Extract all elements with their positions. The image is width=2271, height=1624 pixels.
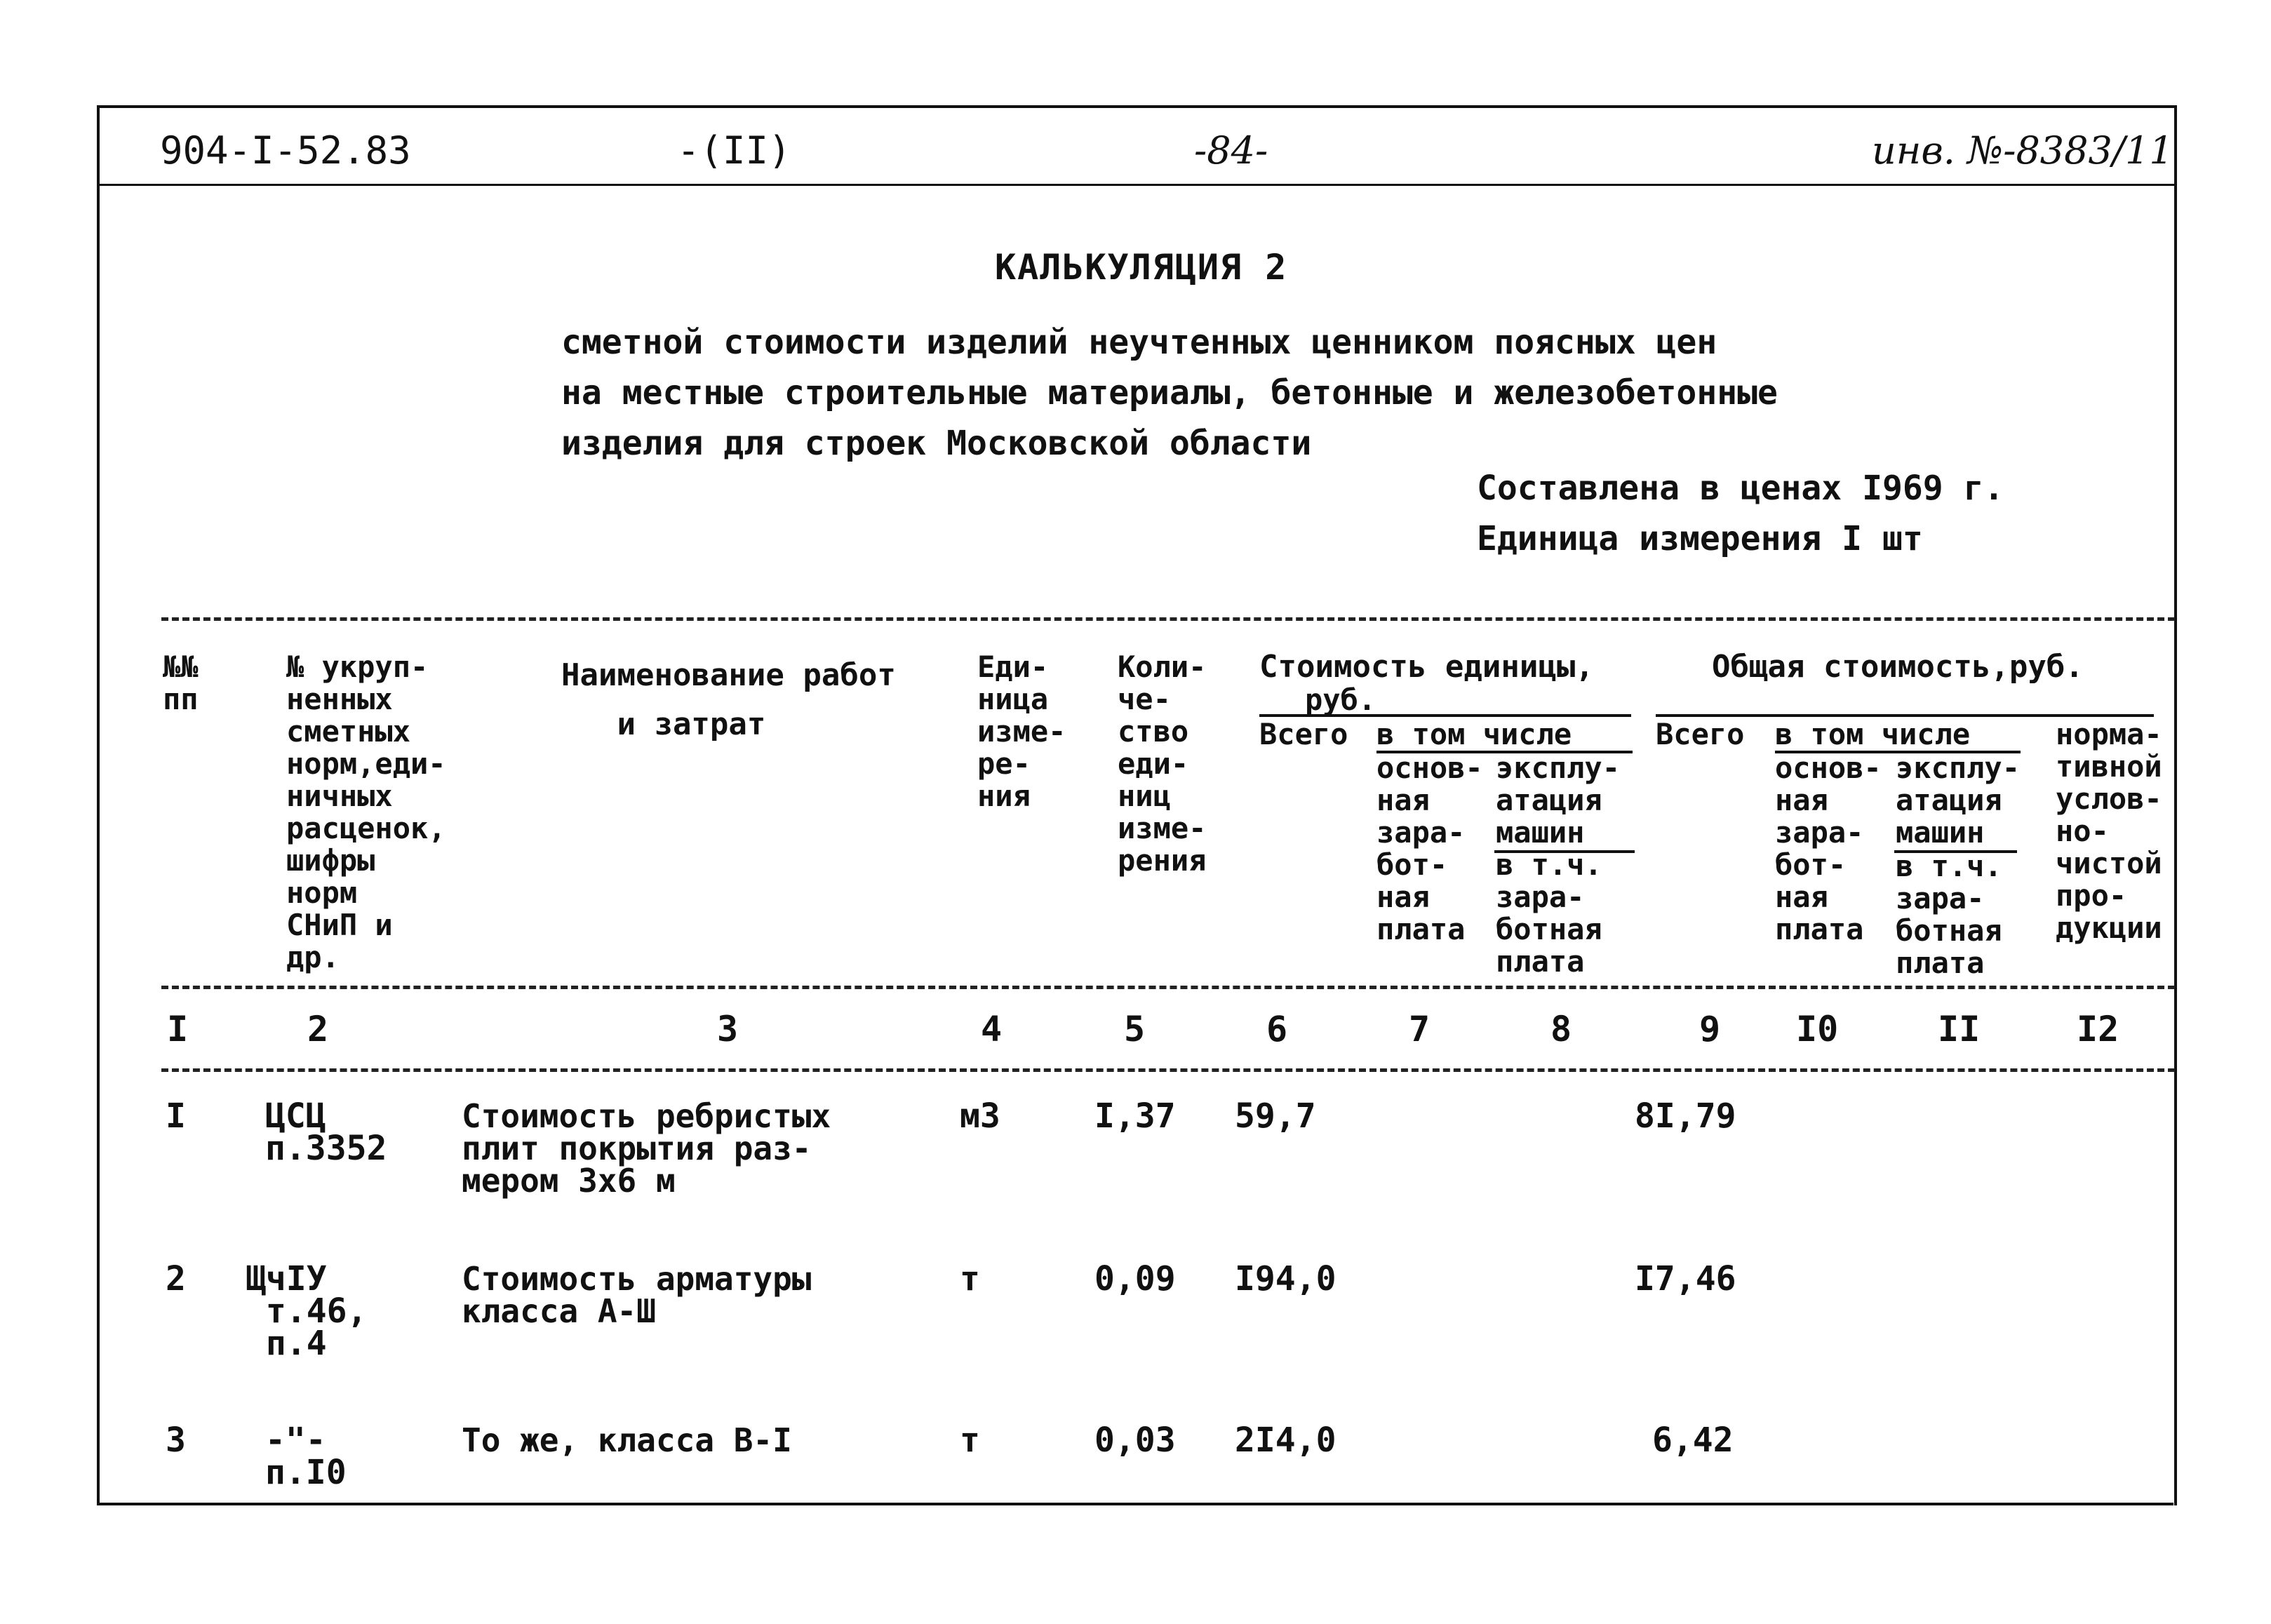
row-quantity: 0,03: [1094, 1421, 1176, 1460]
col-header-unit-cost-currency: руб.: [1305, 683, 1376, 717]
row-unit: т: [960, 1259, 980, 1298]
row-name: То же, класса В-I: [462, 1421, 792, 1459]
row-name: Стоимость арматуры класса А-Ш: [462, 1260, 812, 1330]
column-number: I0: [1796, 1009, 1839, 1049]
row-number: 3: [166, 1421, 186, 1460]
row-norm-code: ЩчIУ т.46, п.4: [246, 1259, 368, 1363]
header-divider: [97, 184, 2177, 186]
row-number: 2: [166, 1259, 186, 1298]
column-number: II: [1938, 1009, 1981, 1049]
frame-bottom-line: [97, 1503, 2173, 1505]
col-header-total: Всего: [1656, 717, 1745, 751]
column-number: I: [167, 1009, 189, 1049]
col-header-quantity: Коли- че- ство еди- ниц изме- рения: [1118, 650, 1207, 878]
row-unit-total: I94,0: [1235, 1259, 1337, 1298]
price-base: Составлена в ценах I969 г.: [1477, 469, 2004, 508]
measurement-unit: Единица измерения I шт: [1477, 519, 1923, 558]
row-unit: м3: [960, 1096, 1000, 1136]
column-number: 5: [1124, 1009, 1146, 1049]
col-header-net-output: норма- тивной услов- но- чистой про- дукции: [2056, 717, 2162, 945]
col-header-unit-including: в том числе: [1376, 718, 1633, 753]
row-norm-code: -"- п.I0: [265, 1421, 347, 1492]
subtitle-line: изделия для строек Московской области: [561, 424, 1312, 463]
col-header-total-machine-operation: эксплу- атация машин: [1896, 751, 2021, 850]
col-header-unit: Еди- ница изме- ре- ния: [977, 650, 1066, 813]
column-number: 4: [981, 1009, 1003, 1049]
doc-code: 904-I-52.83: [160, 128, 411, 173]
col-header-total-machine-salary: в т.ч. зара- ботная плата: [1896, 849, 2002, 980]
col-header-row-number: №№ пп: [163, 650, 199, 716]
column-number: 9: [1699, 1009, 1721, 1049]
row-total: I7,46: [1635, 1259, 1736, 1298]
column-number: 8: [1550, 1009, 1572, 1049]
doc-part: -(II): [677, 128, 791, 173]
subtitle-line: сметной стоимости изделий неучтенных ценником поясных цен: [561, 323, 1717, 362]
row-number: I: [166, 1096, 186, 1136]
document-meta: [1477, 463, 2004, 564]
col-header-unit-total: Всего: [1259, 717, 1348, 751]
column-number: 6: [1266, 1009, 1288, 1049]
col-header-unit-machine-operation: эксплу- атация машин: [1496, 751, 1621, 850]
row-total: 8I,79: [1635, 1096, 1736, 1136]
column-number: 3: [717, 1009, 739, 1049]
inventory-number: инв. №-8383/11: [1872, 128, 2173, 173]
row-quantity: 0,09: [1094, 1259, 1176, 1298]
table-top-rule: [161, 617, 2175, 621]
column-number: 7: [1409, 1009, 1431, 1049]
col-header-total-cost-group: Общая стоимость,руб.: [1712, 649, 2084, 685]
numbers-bottom-rule: [161, 1068, 2175, 1072]
col-header-total-including: в том числе: [1775, 718, 2021, 753]
row-quantity: I,37: [1094, 1096, 1176, 1136]
page-number: -84-: [1194, 128, 1268, 173]
column-number: 2: [307, 1009, 329, 1049]
column-number: I2: [2077, 1009, 2119, 1049]
col-header-name: Наименование работ и затрат: [561, 657, 896, 742]
col-header-norm-code: № укруп- ненных сметных норм,еди- ничных расценок, шифры норм СНиП и др.: [286, 650, 446, 974]
row-unit-total: 59,7: [1235, 1096, 1316, 1136]
row-unit-total: 2I4,0: [1235, 1421, 1337, 1460]
document-subtitle: [561, 317, 1778, 469]
col-header-unit-base-salary: основ- ная зара- бот- ная плата: [1376, 751, 1483, 946]
row-total: 6,42: [1652, 1421, 1734, 1460]
col-header-unit-cost-group: Стоимость единицы,: [1259, 649, 1594, 685]
document-title: КАЛЬКУЛЯЦИЯ 2: [995, 247, 1288, 288]
col-header-unit-machine-salary: в т.ч. зара- ботная плата: [1496, 847, 1602, 979]
col-header-total-base-salary: основ- ная зара- бот- ная плата: [1775, 751, 1882, 946]
header-bottom-rule: [161, 986, 2175, 989]
row-name: Стоимость ребристых плит покрытия раз- мером 3х6 м: [462, 1097, 831, 1200]
row-norm-code: ЦСЦ п.3352: [265, 1096, 387, 1168]
subtitle-line: на местные строительные материалы, бетонные и железобетонные: [561, 373, 1778, 412]
row-unit: т: [960, 1421, 980, 1460]
